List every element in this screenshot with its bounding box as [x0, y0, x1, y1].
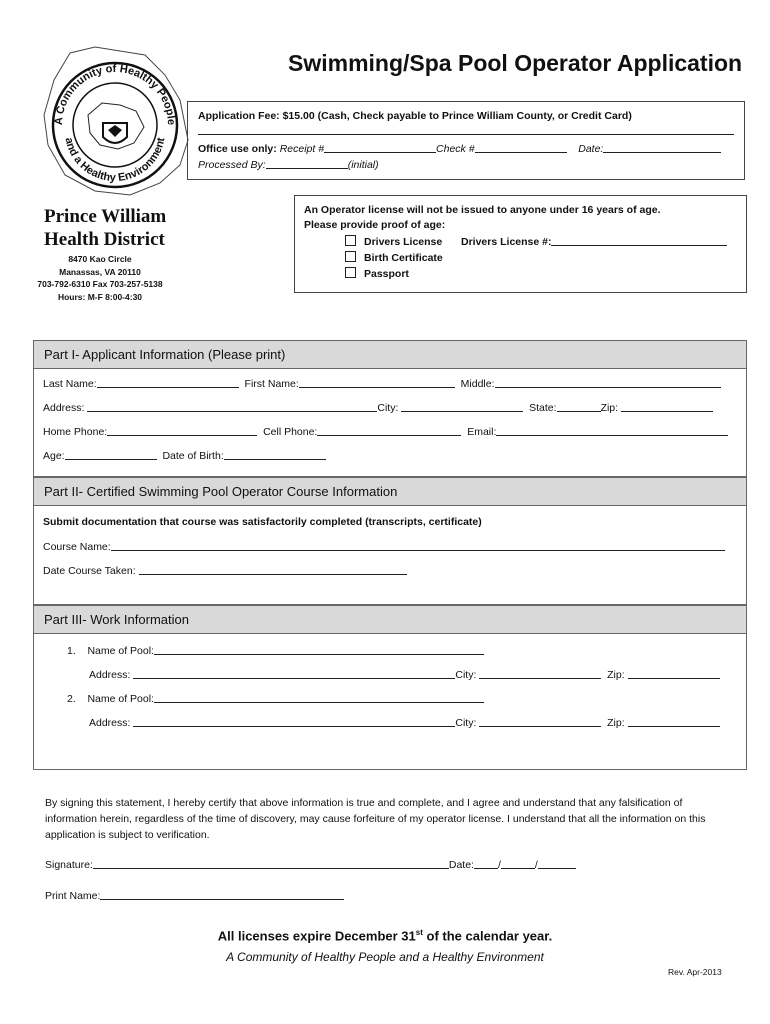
option-drivers-license[interactable]: [345, 235, 442, 248]
course-name-label: Course Name:: [43, 541, 111, 553]
zip-label: Zip:: [600, 402, 619, 414]
pool1-address-row: [89, 668, 720, 681]
state-field[interactable]: [557, 401, 601, 412]
org-name-line2: Health District: [44, 229, 165, 250]
form-title: Swimming/Spa Pool Operator Application: [288, 50, 743, 76]
home-phone-label: Home Phone:: [43, 426, 108, 438]
health-district-seal-logo: [40, 45, 190, 197]
application-fee: Application Fee: $15.00 (Cash, Check payable to Prince William County, or Credit Card): [198, 110, 632, 122]
pool1-name-field[interactable]: [154, 644, 484, 655]
middle-name-field[interactable]: [495, 377, 721, 388]
pool2-address-field[interactable]: [133, 716, 455, 727]
dob-field[interactable]: [224, 449, 326, 460]
pool-zip-label: Zip:: [607, 717, 625, 729]
last-name-label: Last Name:: [43, 378, 97, 390]
check-label: Check #: [436, 143, 475, 155]
proof-prompt: Please provide proof of age:: [304, 219, 446, 231]
pool-address-label: Address:: [89, 717, 131, 729]
city-field[interactable]: [401, 401, 523, 412]
signature-label: Signature:: [45, 859, 93, 871]
processed-by-row: [198, 158, 379, 171]
signature-month-field[interactable]: [474, 858, 498, 869]
pool2-zip-field[interactable]: [628, 716, 720, 727]
cell-phone-label: Cell Phone:: [263, 426, 318, 438]
option-label: Passport: [364, 268, 409, 280]
office-use-label: Office use only:: [198, 143, 277, 155]
expire-text-end: of the calendar year.: [422, 928, 553, 944]
org-name-line1: Prince William: [44, 206, 167, 227]
proof-of-age-box: [294, 195, 747, 293]
part2-course-section: [33, 477, 747, 605]
pool1-address-field[interactable]: [133, 668, 455, 679]
item-number: 1.: [67, 645, 76, 657]
pool-city-label: City:: [455, 669, 477, 681]
certification-statement: By signing this statement, I hereby certify that above information is true and complete, and I agree and understand that any falsification of information herein, regardless of the time of discovery, may cause forfeiture of my operator license. I understand that all the information on this application is subject to verification.: [45, 797, 706, 841]
course-name-row: [43, 540, 725, 553]
city-label: City:: [377, 402, 399, 414]
org-address: [20, 253, 180, 303]
drivers-license-number: [461, 235, 727, 248]
pool-city-label: City:: [455, 717, 477, 729]
address-label: Address:: [43, 402, 85, 414]
signature-day-field[interactable]: [501, 858, 535, 869]
signature-row: Signature: Date: / /: [45, 858, 576, 871]
initial-label: (initial): [347, 159, 379, 171]
checkbox[interactable]: [345, 251, 356, 262]
pool-name-label: Name of Pool:: [87, 645, 154, 657]
last-name-field[interactable]: [97, 377, 239, 388]
pool2-name-field[interactable]: [154, 692, 484, 703]
print-name-field[interactable]: [100, 889, 344, 900]
course-date-label: Date Course Taken:: [43, 565, 136, 577]
phone-row: [43, 425, 728, 438]
processed-by-field[interactable]: [266, 158, 348, 169]
svg-text:A Community of Healthy People: A Community of Healthy People: [52, 62, 178, 126]
pool-address-label: Address:: [89, 669, 131, 681]
checkbox[interactable]: [345, 235, 356, 246]
tagline: A Community of Healthy People and a Healthy Environment: [226, 950, 544, 964]
age-row: [43, 449, 326, 462]
option-label: Drivers License: [364, 236, 443, 248]
license-expiration-note: [0, 928, 770, 943]
pool-zip-label: Zip:: [607, 669, 625, 681]
course-date-row: [43, 564, 407, 577]
expire-superscript: st: [415, 928, 423, 937]
option-passport[interactable]: [345, 267, 409, 280]
course-instruction: Submit documentation that course was satisfactorily completed (transcripts, certificate): [43, 516, 482, 528]
zip-field[interactable]: [621, 401, 713, 412]
dl-number-field[interactable]: [551, 235, 727, 246]
course-name-field[interactable]: [111, 540, 725, 551]
office-use-box: [187, 101, 745, 180]
org-phone: 703-792-6310 Fax 703-257-5138: [37, 279, 163, 289]
org-name: [44, 205, 166, 251]
item-number: 2.: [67, 693, 76, 705]
middle-name-label: Middle:: [460, 378, 495, 390]
office-use-row: [198, 142, 721, 155]
age-requirement: An Operator license will not be issued to anyone under 16 years of age.: [304, 204, 661, 216]
state-label: State:: [529, 402, 557, 414]
checkbox[interactable]: [345, 267, 356, 278]
dob-label: Date of Birth:: [162, 450, 224, 462]
expire-text: All licenses expire December 31: [217, 928, 416, 944]
receipt-field[interactable]: [324, 142, 436, 153]
first-name-field[interactable]: [299, 377, 455, 388]
pool1-zip-field[interactable]: [628, 668, 720, 679]
part3-heading: Part III- Work Information: [34, 606, 746, 634]
address-row: [43, 401, 713, 414]
option-birth-certificate[interactable]: [345, 251, 443, 264]
pool1-name-row: [67, 644, 484, 657]
part3-work-section: [33, 605, 747, 770]
cell-phone-field[interactable]: [317, 425, 461, 436]
pool1-city-field[interactable]: [479, 668, 601, 679]
home-phone-field[interactable]: [107, 425, 257, 436]
pool2-city-field[interactable]: [479, 716, 601, 727]
org-city: Manassas, VA 20110: [59, 266, 141, 277]
office-date-field[interactable]: [603, 142, 721, 153]
part1-heading: Part I- Applicant Information (Please print): [34, 341, 746, 369]
age-label: Age:: [43, 450, 65, 462]
part1-applicant-section: [33, 340, 747, 477]
print-name-row: [45, 889, 344, 902]
pool2-address-row: [89, 716, 720, 729]
signature-field[interactable]: [93, 858, 449, 869]
check-field[interactable]: [475, 142, 567, 153]
receipt-label: Receipt #: [279, 143, 325, 155]
option-label: Birth Certificate: [364, 252, 443, 264]
email-label: Email:: [467, 426, 497, 438]
first-name-label: First Name:: [244, 378, 299, 390]
svg-text:and a Healthy Environment: and a Healthy Environment: [62, 136, 168, 185]
revision-label: Rev. Apr-2013: [668, 967, 722, 977]
age-field[interactable]: [65, 449, 157, 460]
email-field[interactable]: [496, 425, 728, 436]
course-date-field[interactable]: [139, 564, 407, 575]
org-street: 8470 Kao Circle: [68, 254, 132, 264]
address-field[interactable]: [87, 401, 377, 412]
signature-year-field[interactable]: [538, 858, 576, 869]
print-name-label: Print Name:: [45, 890, 101, 902]
processed-by-label: Processed By:: [198, 159, 266, 171]
signature-date-label: Date:: [448, 859, 474, 871]
part2-heading: Part II- Certified Swimming Pool Operator Course Information: [34, 478, 746, 506]
office-divider-line: [198, 124, 734, 137]
pool-name-label: Name of Pool:: [87, 693, 154, 705]
dl-number-label: Drivers License #:: [461, 236, 552, 248]
date-label: Date:: [578, 143, 604, 155]
pool2-name-row: [67, 692, 484, 705]
org-hours: Hours: M-F 8:00-4:30: [57, 291, 143, 302]
name-row: [43, 377, 721, 390]
